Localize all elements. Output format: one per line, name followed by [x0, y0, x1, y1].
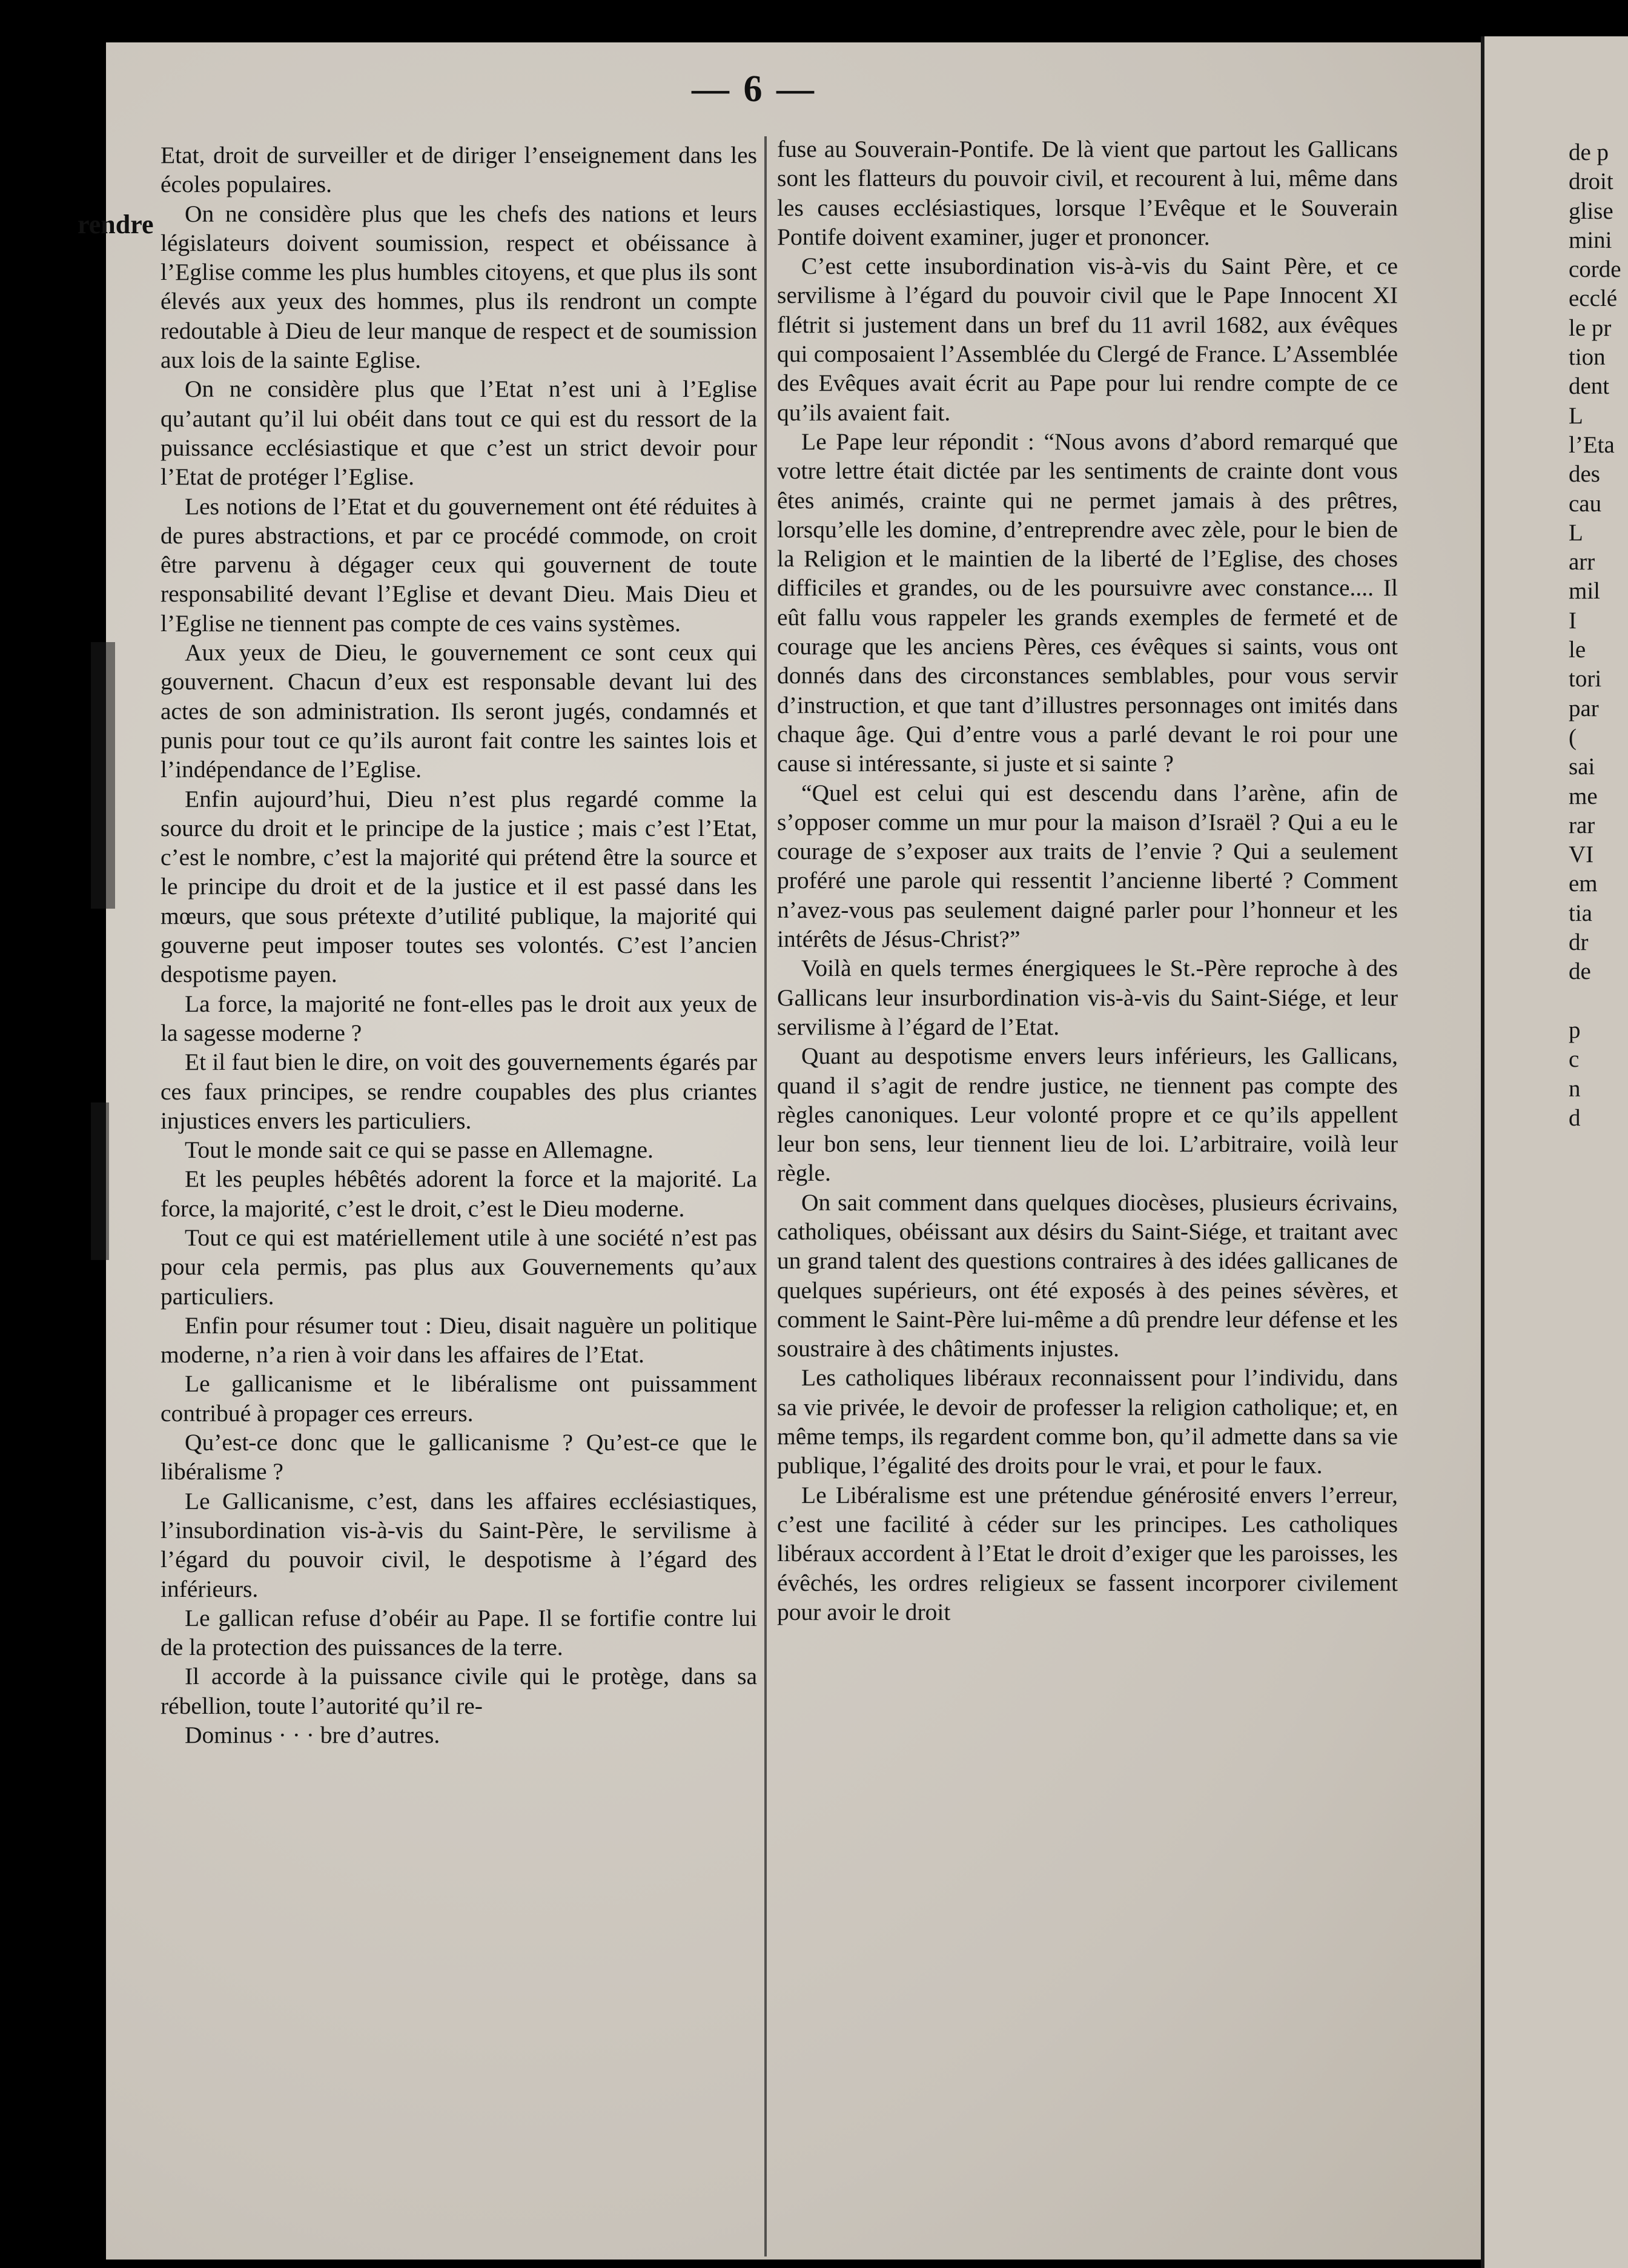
fragment-line: c	[1569, 1046, 1580, 1073]
fragment-line: tia	[1569, 900, 1592, 926]
fragment-line: l’Eta	[1569, 431, 1615, 458]
article-paragraph: Le Libéralisme est une prétendue générosité envers l’erreur, c’est une facilité à céder sur les principes. Les catholiques libéraux accordent à l’Etat le droit d’exiger que les paroisses, les évêchés, les ordres religieux se fassent incorporer civilement pour avoir le droit	[777, 1481, 1398, 1625]
article-paragraph: Et il faut bien le dire, on voit des gouvernements égarés par ces faux principes, se rendre coupables des plus criantes injustices envers les particuliers.	[160, 1049, 757, 1134]
fragment-line: dr	[1569, 929, 1589, 956]
fragment-line: mini	[1569, 227, 1612, 253]
fragment-line	[1569, 987, 1626, 1016]
fragment-line: rar	[1569, 812, 1595, 838]
fragment-line: L	[1569, 519, 1583, 546]
right-column-fragments	[1569, 138, 1626, 1133]
fragment-line: droit	[1569, 168, 1613, 195]
article-paragraph: Le gallicanisme et le libéralisme ont puissamment contribué à propager ces erreurs.	[160, 1370, 757, 1427]
article-paragraph: Le Gallicanisme, c’est, dans les affaires ecclésiastiques, l’insubordination vis-à-vis du Saint-Père, le servilisme à l’égard du pouvoir civil, le despotisme à l’égard des inférieurs.	[160, 1487, 757, 1602]
article-paragraph: Dominus · · · bre d’autres.	[185, 1722, 440, 1749]
fragment-line: de	[1569, 958, 1591, 985]
fragment-line: arr	[1569, 549, 1595, 575]
article-paragraph: Les catholiques libéraux reconnaissent pour l’individu, dans sa vie privée, le devoir de professer la religion catholique; et, en même temps, ils regardent comme bon, qu’il admette dans sa vie publique, l’égalité des droits pour le vrai, et pour le faux.	[777, 1364, 1398, 1479]
fragment-line: ecclé	[1569, 285, 1618, 312]
article-paragraph: Le Pape leur répondit : “Nous avons d’abord remarqué que votre lettre était dictée par les sentiments de crainte dont vous êtes animés, crainte qui ne permet jamais à des prêtres, lorsqu’elle les domine, d’entreprendre avec zèle, pour le bien de la Religion et le maintien de la liberté de l’Eglise, des choses difficiles et grandes, ou de les poursuivre avec constance.... Il eût fallu vous rappeler les grands exemples de fermeté et de courage que les anciens Pères, ces évêques si saints, vous ont donnés dans des circonstances semblables, pour vous servir d’instruction, et que tant d’illustres personnages ont imités dans chaque âge. Qui d’entre vous a parlé devant le roi pour une cause si intéressante, si juste et si sainte ?	[777, 428, 1398, 777]
article-paragraph: Enfin pour résumer tout : Dieu, disait naguère un politique moderne, n’a rien à voir dans les affaires de l’Etat.	[160, 1311, 757, 1368]
article-paragraph: La force, la majorité ne font-elles pas le droit aux yeux de la sagesse moderne ?	[160, 990, 757, 1046]
fragment-line: tion	[1569, 344, 1606, 371]
article-paragraph: Quant au despotisme envers leurs inférieurs, les Gallicans, quand il s’agit de rendre justice, ne tiennent pas compte des règles canoniques. Leur volonté propre et ce qu’ils appellent leur bon sens, leur tiennent lieu de loi. L’arbitraire, voilà leur règle.	[777, 1043, 1398, 1187]
article-paragraph: Tout le monde sait ce qui se passe en Allemagne.	[185, 1136, 654, 1164]
article-paragraph: Aux yeux de Dieu, le gouvernement ce sont ceux qui gouvernent. Chacun d’eux est responsable devant lui des actes de son administration. Ils seront jugés, condamnés et punis pour tout ce qu’ils auront fait contre les saintes lois et l’indépendance de l’Eglise.	[160, 639, 757, 783]
fragment-line: n	[1569, 1075, 1581, 1102]
fragment-line: mil	[1569, 578, 1601, 605]
article-paragraph: Tout ce qui est matériellement utile à une société n’est pas pour cela permis, pas plus aux Gouvernements qu’aux particuliers.	[160, 1224, 757, 1310]
article-paragraph: Et les peuples hébêtés adorent la force et la majorité. La force, la majorité, c’est le droit, c’est le Dieu moderne.	[160, 1166, 757, 1222]
left-column	[160, 141, 757, 1749]
fragment-line: cau	[1569, 490, 1602, 517]
fragment-line: corde	[1569, 256, 1621, 283]
article-paragraph: Qu’est-ce donc que le gallicanisme ? Qu’est-ce que le libéralisme ?	[160, 1429, 757, 1485]
article-paragraph: C’est cette insubordination vis-à-vis du Saint Père, et ce servilisme à l’égard du pouvoir civil que le Pape Innocent XI flétrit si justement dans un bref du 11 avril 1682, aux évêques qui composaient l’Assemblée du Clergé de France. L’Assemblée des Evêques avait écrit au Pape pour lui rendre compte de ce qu’ils avaient fait.	[777, 253, 1398, 426]
fragment-line: tori	[1569, 666, 1602, 692]
fragment-line: p	[1569, 1016, 1581, 1043]
fragment-line: I	[1569, 607, 1577, 634]
margin-fragment-word: rendre	[78, 210, 154, 239]
article-paragraph: Voilà en quels termes énergiquees le St.-Père reproche à des Gallicans leur insurbordination vis-à-vis du Saint-Siége, et leur servilisme à l’égard de l’Etat.	[777, 955, 1398, 1040]
fragment-line: par	[1569, 695, 1599, 721]
torn-edge-mark	[91, 1102, 109, 1260]
fragment-line: des	[1569, 461, 1600, 488]
fragment-line: L	[1569, 402, 1583, 429]
article-paragraph: “Quel est celui qui est descendu dans l’arène, afin de s’opposer comme un mur pour la maison d’Israël ? Qui a eu le courage de s’exposer aux traits de l’envie ? Qui a seulement proféré une parole qui ressentit l’ancienne liberté ? Comment n’avez-vous pas seulement daigné parler pour l’honneur et les intérêts de Jésus-Christ?”	[777, 779, 1398, 953]
article-paragraph: fuse au Souverain-Pontife. De là vient que partout les Gallicans sont les flatteurs du pouvoir civil, et recourent à lui, même dans les causes ecclésiastiques, lorsque l’Evêque et le Souverain Pontife doivent examiner, juger et prononcer.	[777, 136, 1398, 250]
article-paragraph: Il accorde à la puissance civile qui le protège, dans sa rébellion, toute l’autorité qu’il re-	[160, 1663, 757, 1719]
article-paragraph: On ne considère plus que l’Etat n’est uni à l’Eglise qu’autant qu’il lui obéit dans tout ce qui est du ressort de la puissance ecclésiastique et que c’est un strict devoir pour l’Etat de protéger l’Eglise.	[160, 376, 757, 491]
fragment-line: d	[1569, 1104, 1581, 1131]
article-paragraph: On sait comment dans quelques diocèses, plusieurs écrivains, catholiques, obéissant aux désirs du Saint-Siége, et traitant avec un grand talent des questions contraires à des idées gallicanes de quelques supérieurs, ont été exposés à des peines sévères, et comment le Saint-Père lui-même a dû prendre leur défense et les soustraire à des châtiments injustes.	[777, 1189, 1398, 1362]
article-paragraph: On ne considère plus que les chefs des nations et leurs législateurs doivent soumission, respect et obéissance à l’Eglise comme les plus humbles citoyens, et que plus ils sont élevés aux yeux des hommes, plus ils rendront un compte redoutable à Dieu de leur manque de respect et de soumission aux lois de la sainte Eglise.	[160, 200, 757, 374]
middle-column	[777, 134, 1398, 1626]
article-paragraph: Enfin aujourd’hui, Dieu n’est plus regardé comme la source du droit et le principe de la justice ; mais c’est l’Etat, c’est le nombre, c’est la majorité qui prétend être la source et le principe du droit et de la justice et il est passé dans les mœurs, que sous prétexte d’utilité publique, la majorité qui gouverne peut imposer toutes ses volontés. C’est l’ancien despotisme payen.	[160, 785, 757, 988]
fragment-line: dent	[1569, 373, 1610, 400]
fragment-line: de p	[1569, 139, 1609, 165]
column-divider	[764, 136, 767, 2256]
fragment-line: sai	[1569, 754, 1595, 780]
article-paragraph: Les notions de l’Etat et du gouvernement ont été réduites à de pures abstractions, et par ce procédé commode, on croit être parvenu à dégager ceux qui gouvernent de toute responsabilité devant l’Eglise et devant Dieu. Mais Dieu et l’Eglise ne tiennent pas compte de ces vains systèmes.	[160, 492, 757, 637]
fragment-line: le	[1569, 637, 1586, 663]
fragment-line: VI	[1569, 841, 1594, 868]
fragment-line: em	[1569, 870, 1598, 897]
fragment-line: le pr	[1569, 314, 1612, 341]
torn-edge-mark	[91, 642, 115, 909]
fragment-line: glise	[1569, 197, 1613, 224]
page-number: — 6 —	[692, 68, 816, 110]
fragment-line: me	[1569, 783, 1598, 809]
article-paragraph: Etat, droit de surveiller et de diriger l’enseignement dans les écoles populaires.	[160, 142, 757, 198]
article-paragraph: Le gallican refuse d’obéir au Pape. Il se fortifie contre lui de la protection des puissances de la terre.	[160, 1604, 757, 1661]
fragment-line: (	[1569, 724, 1577, 751]
